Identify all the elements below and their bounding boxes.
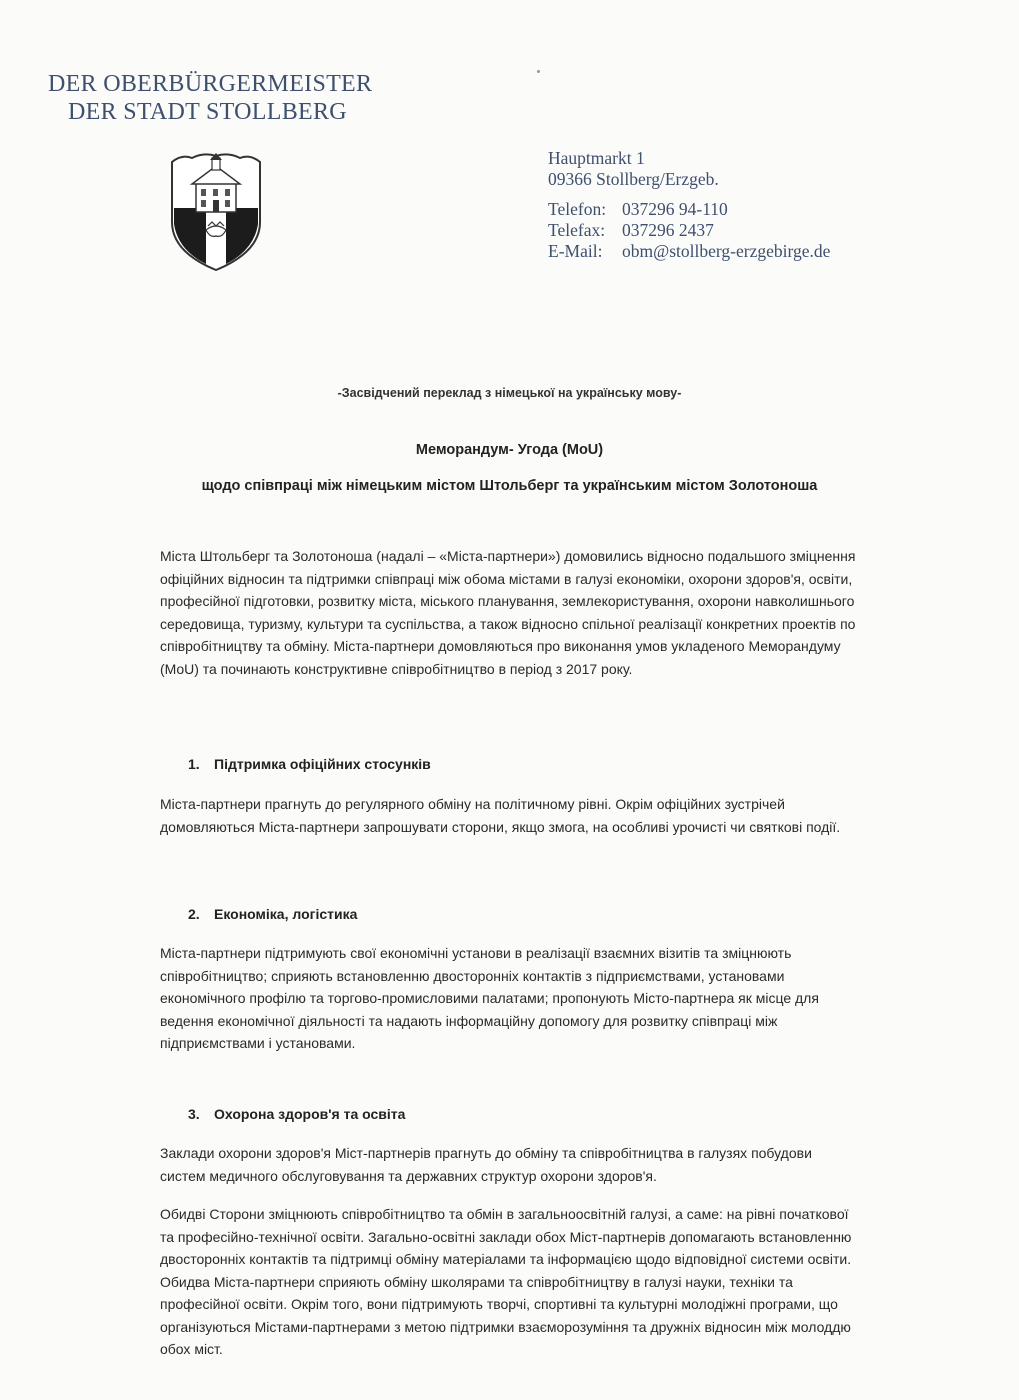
intro-paragraph bbox=[160, 545, 860, 680]
section-3-body-2 bbox=[160, 1203, 860, 1361]
section-2-title: Економіка, логістика bbox=[214, 906, 358, 922]
section-1-title: Підтримка офіційних стосунків bbox=[214, 756, 431, 772]
org-line-1: DER OBERBÜRGERMEISTER bbox=[48, 71, 373, 97]
section-2-heading bbox=[188, 906, 357, 922]
section-2-paragraph-1: Міста-партнери підтримують свої економічні установи в реалізації взаємних візитів та зміцнюють співробітництво; сприяють встановленню двосторонніх контактів з підприємствами, установами економічного профілю та торгово-промисловими палатами; пропонують Місто-партнера як місце для ведення економічної діяльності та надають інформаційну допомогу для розвитку співпраці між підприємствами і установами. bbox=[160, 945, 819, 1051]
section-3-heading bbox=[188, 1106, 405, 1122]
stollberg-coat-of-arms-icon bbox=[168, 152, 264, 272]
section-2-number: 2. bbox=[188, 906, 200, 922]
email-row bbox=[548, 241, 988, 262]
section-1-number: 1. bbox=[188, 756, 200, 772]
section-1-heading bbox=[188, 756, 431, 772]
phone-value: 037296 94-110 bbox=[622, 199, 728, 219]
document-title: Меморандум- Угода (MoU) bbox=[415, 442, 604, 458]
intro-text: Міста Штольберг та Золотоноша (надалі – «Міста-партнери») домовились відносно подальшого зміцнення офіційних відносин та підтримки співпраці між обома містами в галузі економіки, охорони здоров'я, освіти, професійної підготовки, розвитку міста, міського планування, землекористування, охорони навколишнього середовища, туризму, культури та суспільства, а також відносно спільної реалізації конкретних проектів по співробітництву та обміну. Міста-партнери домовляються про виконання умов укладеного Меморандуму (MoU) та починають конструктивне співробітництво в період з 2017 року. bbox=[160, 548, 856, 677]
address-line-1: Hauptmarkt 1 bbox=[548, 148, 645, 168]
phone-label: Telefon: bbox=[548, 199, 607, 219]
fax-row bbox=[548, 220, 988, 241]
scan-speck bbox=[537, 70, 540, 73]
section-3-title: Охорона здоров'я та освіта bbox=[214, 1106, 406, 1122]
org-line-2: DER STADT STOLLBERG bbox=[68, 99, 347, 125]
section-3-number: 3. bbox=[188, 1106, 200, 1122]
letterhead-organization bbox=[48, 70, 408, 126]
email-label: E-Mail: bbox=[548, 241, 603, 261]
address-line-2: 09366 Stollberg/Erzgeb. bbox=[548, 169, 719, 189]
certification-note: -Засвідчений переклад з німецької на українську мову- bbox=[337, 386, 682, 400]
fax-value: 037296 2437 bbox=[622, 220, 714, 240]
document-subtitle: щодо співпраці між німецьким містом Штольберг та українським містом Золотоноша bbox=[201, 478, 818, 494]
letterhead-contact bbox=[548, 148, 988, 262]
section-3-body-1 bbox=[160, 1142, 860, 1187]
phone-row bbox=[548, 199, 988, 220]
section-3-paragraph-1: Заклади охорони здоров'я Міст-партнерів прагнуть до обміну та співробітництва в галузях побудови систем медичного обслуговування та державних структур охорони здоров'я. bbox=[160, 1145, 812, 1184]
section-1-body bbox=[160, 793, 860, 838]
section-3-paragraph-2: Обидві Сторони зміцнюють співробітництво та обмін в загальноосвітній галузі, а саме: на рівні початкової та професійно-технічної освіти. Загально-освітні заклади обох Міст-партнерів допомагають встановленню двосторонніх контактів та підтримці обміну матеріалами та інформацією щодо відповідної системи освіти. Обидва Міста-партнери сприяють обміну школярами та співробітництву в галузі науки, техніки та професійної освіти. Окрім того, вони підтримують творчі, спортивні та культурні молодіжні програми, що організуються Містами-партнерами з метою підтримки взаєморозуміння та дружніх відносин між молоддю обох міст. bbox=[160, 1206, 852, 1357]
fax-label: Telefax: bbox=[548, 220, 606, 240]
email-value: obm@stollberg-erzgebirge.de bbox=[622, 241, 831, 261]
section-2-body bbox=[160, 942, 860, 1055]
section-1-paragraph-1: Міста-партнери прагнуть до регулярного обміну на політичному рівні. Окрім офіційних зустрічей домовляються Міста-партнери запрошувати сторони, якщо змога, на особливі урочисті чи святкові події. bbox=[160, 796, 841, 835]
